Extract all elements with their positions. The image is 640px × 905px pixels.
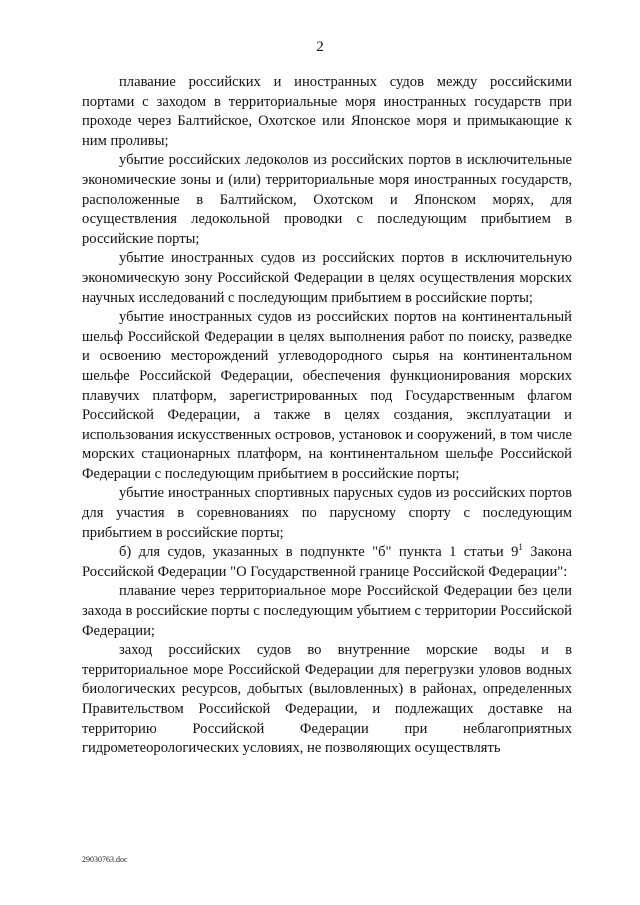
paragraph: заход российских судов во внутренние морские воды и в территориальное море Российской Федерации для перегрузки уловов водных биологических ресурсов, добытых (выловленных) в районах, определенных Правительством Российской Федерации, и подлежащих доставке на территорию Российской Федерации при неблагоприятных гидрометеорологических условиях, не позволяющих осуществлять — [82, 642, 572, 757]
paragraph: плавание российских и иностранных судов между российскими портами с заходом в территориальные моря иностранных государств при проходе через Балтийское, Охотское или Японское моря и примыкающие к ним проливы; — [82, 74, 572, 149]
paragraph: убытие российских ледоколов из российских портов в исключительные экономические зоны и (или) территориальные моря иностранных государств, расположенные в Балтийском, Охотском и Японском морях, для осуществления ледокольной проводки с последующим прибытием в российские порты; — [82, 152, 572, 247]
paragraph: убытие иностранных судов из российских портов в исключительную экономическую зону Российской Федерации в целях осуществления морских научных исследований с последующим прибытием в российские порты; — [82, 250, 572, 306]
paragraph: убытие иностранных спортивных парусных судов из российских портов для участия в соревнованиях по парусному спорту с последующим прибытием в российские порты; — [82, 485, 572, 541]
paragraph: плавание через территориальное море Российской Федерации без цели захода в российские порты с последующим убытием с территории Российской Федерации; — [82, 583, 572, 639]
superscript: 1 — [518, 542, 523, 553]
paragraph-b — [82, 543, 572, 582]
paragraph: убытие иностранных судов из российских портов на континентальный шельф Российской Федерации в целях выполнения работ по поиску, разведке и освоению месторождений углеводородного сырья на континентальном шельфе Российской Федерации, обеспечения функционирования морских плавучих платформ, зарегистрированных под Государственным флагом Российской Федерации, а также в целях создания, эксплуатации и использования искусственных островов, установок и сооружений, в том числе морских стационарных платформ, на континентальном шельфе Российской Федерации с последующим прибытием в российские порты; — [82, 309, 572, 482]
paragraph-b-text-end: Закона Российской Федерации "О Государственной границе Российской Федерации": — [82, 544, 573, 580]
paragraph-b-text: б) для судов, указанных в подпункте "б" пункта 1 статьи 9 — [119, 544, 519, 561]
page-number: 2 — [316, 39, 324, 55]
file-reference: 29030763.doc — [82, 855, 128, 864]
document-body — [82, 73, 572, 759]
